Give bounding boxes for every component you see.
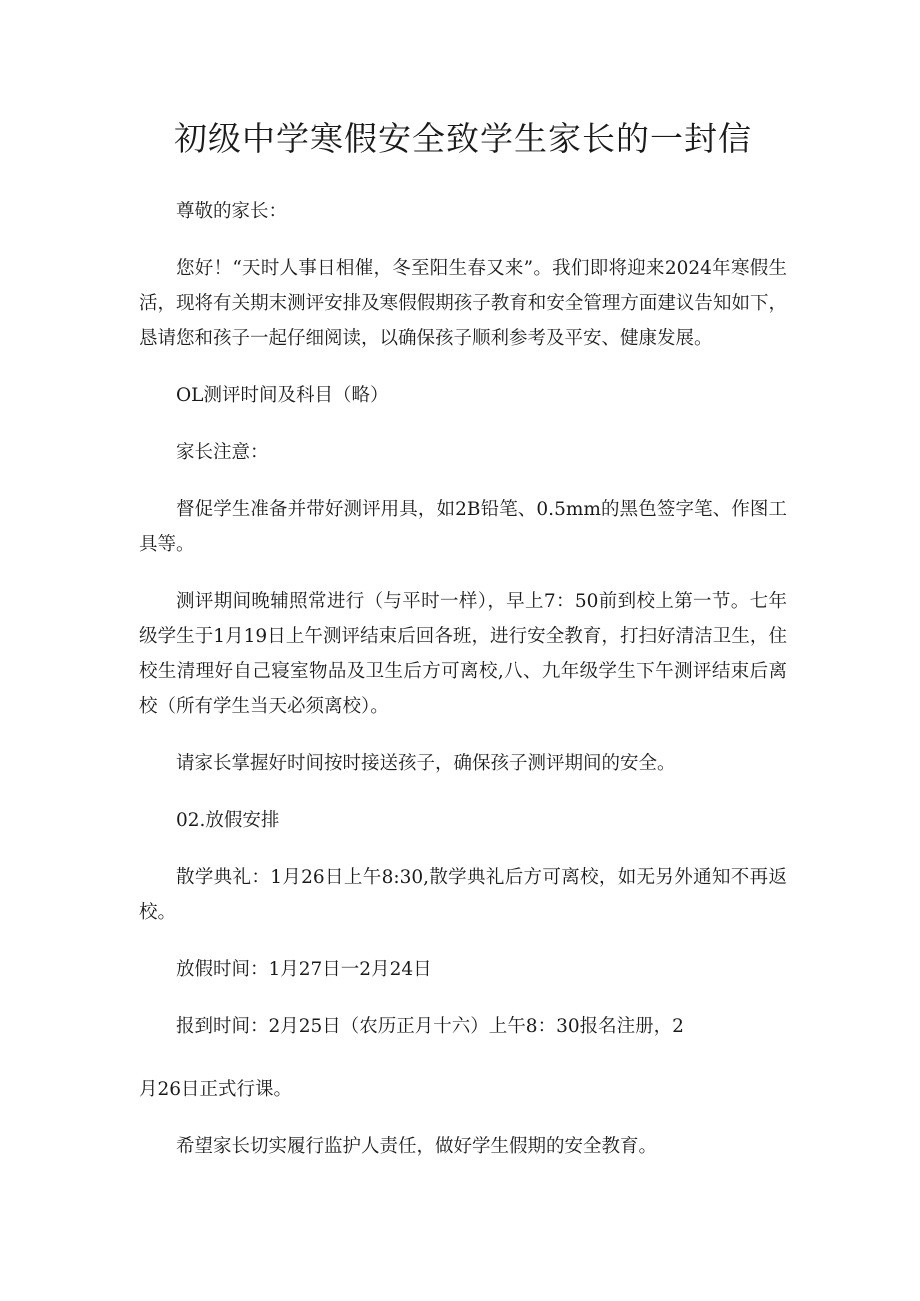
closing-paragraph: 希望家长切实履行监护人责任，做好学生假期的安全教育。 [176,1136,658,1157]
closing-ceremony-paragraph: 散学典礼：1月26日上午8:30,散学典礼后方可离校，如无另外通知不再返校。 [139,867,787,923]
holiday-dates-paragraph: 放假时间：1月27日一2月24日 [176,959,432,980]
exam-supplies-paragraph: 督促学生准备并带好测评用具，如2B铅笔、0.5mm的黑色签字笔、作图工具等。 [139,499,787,555]
greeting-paragraph: 您好！“天时人事日相催，冬至阳生春又来”。我们即将迎来2024年寒假生活，现将有关期末测评安排及寒假假期孩子教育和安全管理方面建议告知如下，恳请您和孩子一起仔细阅读，以确保孩子顺利参考及平安、健康发展。 [139,258,787,349]
registration-paragraph: 报到时间：2月25日（农历正月十六）上午8：30报名注册，2 [176,1016,684,1037]
parent-notice-heading: 家长注意： [176,442,269,463]
section-heading-exam: OL测评时间及科目（略） [176,385,389,406]
document-title: 初级中学寒假安全致学生家长的一封信 [174,119,752,158]
pickup-reminder-paragraph: 请家长掌握好时间按时接送孩子，确保孩子测评期间的安全。 [176,753,676,774]
salutation: 尊敬的家长： [176,201,288,222]
registration-paragraph-continued: 月26日正式行课。 [139,1079,293,1100]
exam-schedule-paragraph: 测评期间晚辅照常进行（与平时一样），早上7：50前到校上第一节。七年级学生于1月19日上午测评结束后回各班，进行安全教育，打扫好清洁卫生，住校生清理好自己寝室物品及卫生后方可离校,八、九年级学生下午测评结束后离校（所有学生当天必须离校）。 [139,591,787,717]
section-heading-holiday: 02.放假安排 [176,810,280,831]
